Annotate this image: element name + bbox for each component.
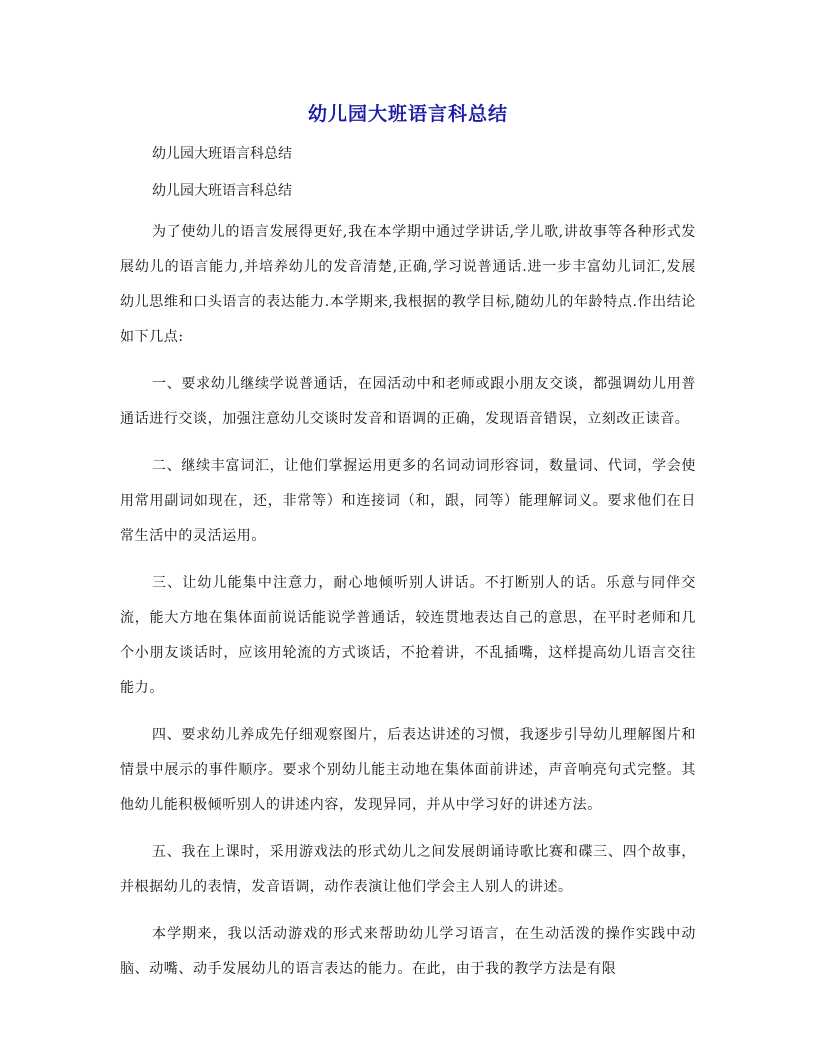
subtitle-line-1: 幼儿园大班语言科总结: [152, 146, 292, 162]
subtitle-line-2: 幼儿园大班语言科总结: [152, 183, 292, 199]
paragraph-point-4: 四、要求幼儿养成先仔细观察图片，后表达讲述的习惯，我逐步引导幼儿理解图片和情景中展示的事件顺序。要求个别幼儿能主动地在集体面前讲述，声音响亮句式完整。其他幼儿能积极倾听别人的讲述内容，发现异同，并从中学习好的讲述方法。: [120, 727, 696, 813]
paragraph-point-1: 一、要求幼儿继续学说普通话，在园活动中和老师或跟小朋友交谈，都强调幼儿用普通话进行交谈，加强注意幼儿交谈时发音和语调的正确，发现语音错误，立刻改正读音。: [120, 376, 696, 427]
paragraph-point-5: 五、我在上课时，采用游戏法的形式幼儿之间发展朗诵诗歌比赛和碟三、四个故事，并根据幼儿的表情，发音语调，动作表演让他们学会主人别人的讲述。: [120, 844, 696, 895]
paragraph-intro: 为了使幼儿的语言发展得更好,我在本学期中通过学讲话,学儿歌,讲故事等各种形式发展幼儿的语言能力,并培养幼儿的发音清楚,正确,学习说普通话.进一步丰富幼儿词汇,发展幼儿思维和口头语言的表达能力.本学期来,我根据的教学目标,随幼儿的年龄特点.作出结论如下几点:: [120, 224, 696, 345]
paragraph-point-3: 三、让幼儿能集中注意力，耐心地倾听别人讲话。不打断别人的话。乐意与同伴交流，能大方地在集体面前说话能说学普通话，较连贯地表达自己的意思，在平时老师和几个小朋友谈话时，应该用轮流的方式谈话，不抢着讲，不乱插嘴，这样提高幼儿语言交往能力。: [120, 575, 696, 696]
document-title: 幼儿园大班语言科总结: [307, 103, 508, 125]
paragraph-summary: 本学期来，我以活动游戏的形式来帮助幼儿学习语言，在生动活泼的操作实践中动脑、动嘴、动手发展幼儿的语言表达的能力。在此，由于我的教学方法是有限: [120, 926, 696, 977]
paragraph-point-2: 二、继续丰富词汇，让他们掌握运用更多的名词动词形容词，数量词、代词，学会使用常用副词如现在，还，非常等）和连接词（和，跟，同等）能理解词义。要求他们在日常生活中的灵活运用。: [120, 458, 696, 544]
